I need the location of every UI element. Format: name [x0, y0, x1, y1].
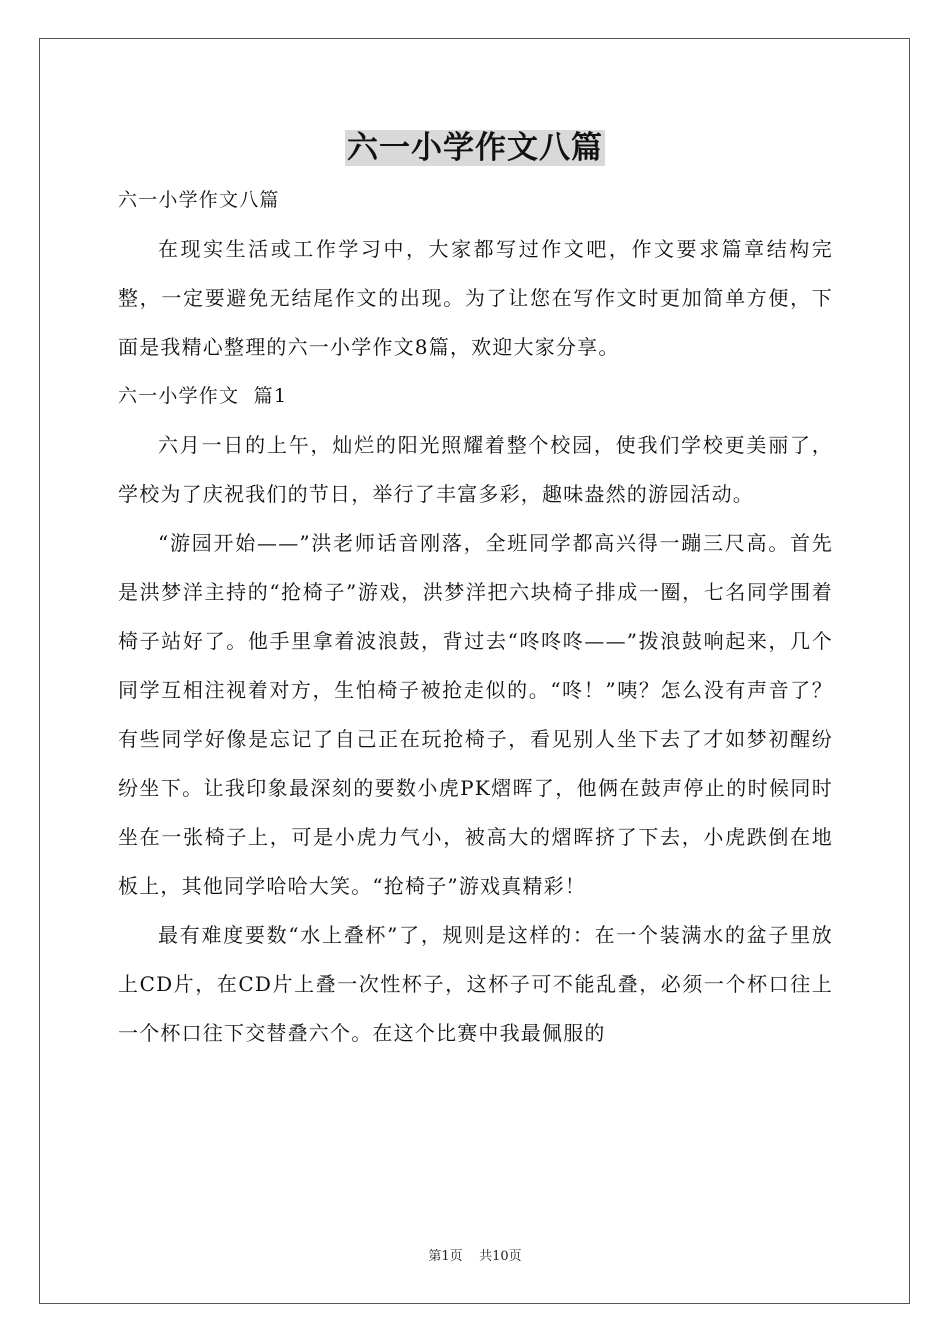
- paragraph: 在现实生活或工作学习中，大家都写过作文吧，作文要求篇章结构完整，一定要避免无结尾作文的出现。为了让您在写作文时更加简单方便，下面是我精心整理的六一小学作文8篇，欢迎大家分享。: [118, 237, 833, 359]
- page-footer: [0, 1248, 950, 1266]
- document-subtitle: 六一小学作文八篇: [118, 189, 280, 211]
- section-heading: 六一小学作文 篇1: [118, 385, 288, 407]
- page-number: 第1页: [428, 1249, 463, 1264]
- paragraph: 最有难度要数“水上叠杯”了，规则是这样的：在一个装满水的盆子里放上CD片，在CD片上叠一次性杯子，这杯子可不能乱叠，必须一个杯口往上一个杯口往下交替叠六个。在这个比赛中我最佩服的: [118, 923, 833, 1045]
- document-body: [118, 176, 833, 1058]
- paragraph: “游园开始——”洪老师话音刚落，全班同学都高兴得一蹦三尺高。首先是洪梦洋主持的“抢椅子”游戏，洪梦洋把六块椅子排成一圈，七名同学围着椅子站好了。他手里拿着波浪鼓，背过去“咚咚咚——”拨浪鼓响起来，几个同学互相注视着对方，生怕椅子被抢走似的。“咚！”咦？怎么没有声音了？有些同学好像是忘记了自己正在玩抢椅子，看见别人坐下去了才如梦初醒纷纷坐下。让我印象最深刻的要数小虎PK熠晖了，他俩在鼓声停止的时候同时坐在一张椅子上，可是小虎力气小，被高大的熠晖挤了下去，小虎跌倒在地板上，其他同学哈哈大笑。“抢椅子”游戏真精彩！: [118, 531, 833, 898]
- paragraph: 六月一日的上午，灿烂的阳光照耀着整个校园，使我们学校更美丽了，学校为了庆祝我们的节日，举行了丰富多彩，趣味盎然的游园活动。: [118, 433, 833, 506]
- document-title-text: 六一小学作文八篇: [347, 130, 603, 166]
- document-title: [0, 128, 950, 168]
- page-total: 共10页: [479, 1249, 522, 1264]
